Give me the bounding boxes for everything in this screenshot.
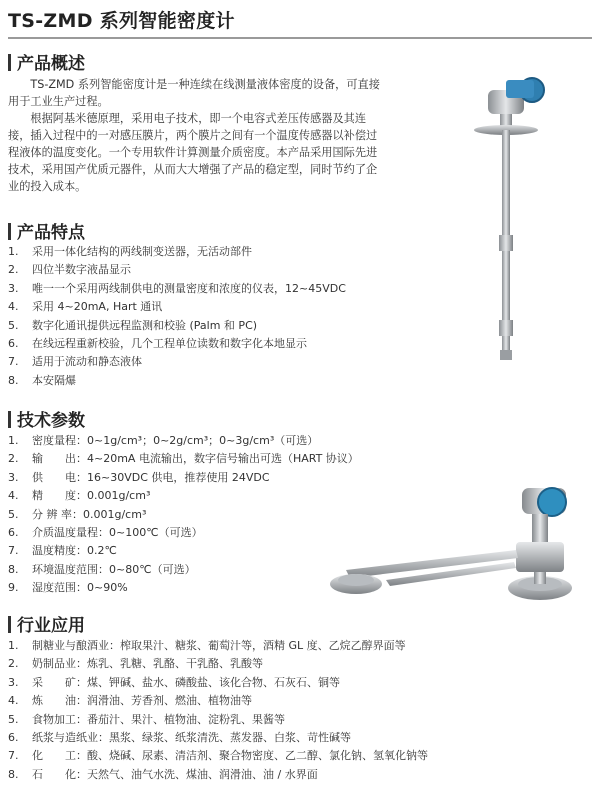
spec-item xyxy=(8,561,359,579)
spec-label: 湿度范围： xyxy=(32,581,87,595)
application-text: 润滑油、芳香剂、燃油、植物油等 xyxy=(87,694,252,708)
item-number: 9. xyxy=(8,581,19,595)
spec-item xyxy=(8,579,359,597)
item-number: 1. xyxy=(8,245,19,258)
heading-bar xyxy=(8,616,11,633)
spec-value: 0~100℃（可选） xyxy=(109,526,203,540)
item-number: 3. xyxy=(8,281,19,295)
item-text: 在线远程重新校验，几个工程单位读数和数字化本地显示 xyxy=(32,337,307,351)
spec-item xyxy=(8,506,359,524)
item-number: 8. xyxy=(8,767,19,781)
spec-item xyxy=(8,432,359,450)
application-label: 制糖业与酿酒业： xyxy=(32,639,120,652)
application-item xyxy=(8,747,428,765)
application-label: 纸浆与造纸业： xyxy=(32,731,109,745)
specs-heading-text: 技术参数 xyxy=(17,411,85,431)
spec-label: 分 辨 率： xyxy=(32,507,83,521)
feature-item xyxy=(8,335,346,353)
heading-bar xyxy=(8,411,11,428)
application-text: 黑浆、绿浆、纸浆清洗、蒸发器、白浆、苛性碱等 xyxy=(109,731,351,745)
feature-item xyxy=(8,353,346,371)
spec-label: 介质温度量程： xyxy=(32,526,109,540)
application-text: 炼乳、乳糖、乳酪、干乳酪、乳酸等 xyxy=(87,657,263,671)
application-label: 炼 油： xyxy=(32,694,87,708)
item-number: 5. xyxy=(8,712,19,726)
spec-value: 0~80℃（可选） xyxy=(109,562,196,576)
title-divider xyxy=(8,37,592,39)
features-heading xyxy=(8,218,85,243)
item-number: 3. xyxy=(8,675,19,689)
application-text: 榨取果汁、糖浆、葡萄汁等，酒精 GL 度、乙烷乙醇界面等 xyxy=(120,639,406,652)
item-number: 7. xyxy=(8,355,19,369)
application-text: 煤、钾碱、盐水、磷酸盐、该化合物、石灰石、铜等 xyxy=(87,675,340,689)
feature-item xyxy=(8,317,346,335)
item-number: 8. xyxy=(8,373,19,387)
spec-label: 温度精度： xyxy=(32,544,87,558)
feature-item xyxy=(8,261,346,279)
spec-value: 0.001g/cm³ xyxy=(87,489,151,503)
item-text: 四位半数字液晶显示 xyxy=(32,263,131,277)
item-number: 7. xyxy=(8,749,19,763)
spec-item xyxy=(8,450,359,468)
specs-list xyxy=(8,432,359,598)
applications-list xyxy=(8,637,428,784)
specs-heading xyxy=(8,406,85,431)
application-item xyxy=(8,692,428,710)
spec-label: 供 电： xyxy=(32,470,87,484)
item-text: 数字化通讯提供远程监测和校验 (Palm 和 PC) xyxy=(32,318,258,332)
application-text: 天然气、油气水洗、煤油、润滑油、油 / 水界面 xyxy=(87,767,318,781)
item-number: 8. xyxy=(8,562,19,576)
application-item xyxy=(8,766,428,784)
item-number: 6. xyxy=(8,731,19,745)
spec-label: 环境温度范围： xyxy=(32,562,109,576)
spec-label: 精 度： xyxy=(32,489,87,503)
spec-value: 16~30VDC 供电，推荐使用 24VDC xyxy=(87,470,270,484)
spec-value: 0.001g/cm³ xyxy=(83,507,147,521)
applications-heading-text: 行业应用 xyxy=(17,616,85,636)
insertion-densitometer-image xyxy=(448,70,598,370)
application-item xyxy=(8,674,428,692)
application-item xyxy=(8,729,428,747)
heading-bar xyxy=(8,223,11,240)
spec-value: 4~20mA 电流输出，数字信号输出可选（HART 协议） xyxy=(87,452,359,466)
item-number: 1. xyxy=(8,434,19,447)
overview-heading-text: 产品概述 xyxy=(17,54,85,74)
feature-item xyxy=(8,280,346,298)
application-label: 奶制品业： xyxy=(32,657,87,671)
item-number: 2. xyxy=(8,452,19,466)
item-number: 2. xyxy=(8,657,19,671)
feature-item xyxy=(8,372,346,390)
feature-item xyxy=(8,243,346,261)
overview-paragraph-1: TS-ZMD 系列智能密度计是一种连续在线测量液体密度的设备，可直接用于工业生产过程。 xyxy=(8,78,380,108)
application-label: 化 工： xyxy=(32,749,87,763)
spec-value: 0.2℃ xyxy=(87,544,117,558)
item-number: 7. xyxy=(8,544,19,558)
application-text: 番茄汁、果汁、植物油、淀粉乳、果酱等 xyxy=(87,712,285,726)
item-number: 3. xyxy=(8,470,19,484)
spec-item xyxy=(8,469,359,487)
item-number: 1. xyxy=(8,639,19,652)
spec-value: 0~90% xyxy=(87,581,128,595)
spec-item xyxy=(8,524,359,542)
application-label: 采 矿： xyxy=(32,675,87,689)
item-text: 采用 4~20mA, Hart 通讯 xyxy=(32,300,163,314)
spec-value: 0~1g/cm³；0~2g/cm³；0~3g/cm³（可选） xyxy=(87,434,319,447)
application-item xyxy=(8,655,428,673)
item-text: 采用一体化结构的两线制变送器，无活动部件 xyxy=(32,245,252,258)
page-title: TS-ZMD 系列智能密度计 xyxy=(8,10,235,32)
spec-item xyxy=(8,487,359,505)
item-number: 6. xyxy=(8,526,19,540)
item-number: 6. xyxy=(8,337,19,351)
application-item xyxy=(8,711,428,729)
spec-label: 密度量程： xyxy=(32,434,87,447)
application-label: 食物加工： xyxy=(32,712,87,726)
spec-label: 输 出： xyxy=(32,452,87,466)
features-list xyxy=(8,243,346,390)
application-text: 酸、烧碱、尿素、清洁剂、聚合物密度、乙二醇、氯化钠、氢氧化钠等 xyxy=(87,749,428,763)
item-number: 4. xyxy=(8,300,19,314)
item-number: 2. xyxy=(8,263,19,277)
item-number: 4. xyxy=(8,694,19,708)
item-number: 4. xyxy=(8,489,19,503)
applications-heading xyxy=(8,611,85,636)
overview-text xyxy=(8,76,388,195)
application-label: 石 化： xyxy=(32,767,87,781)
item-number: 5. xyxy=(8,507,19,521)
overview-heading xyxy=(8,49,85,74)
spec-item xyxy=(8,542,359,560)
item-text: 本安隔爆 xyxy=(32,373,76,387)
item-text: 唯一一个采用两线制供电的测量密度和浓度的仪表，12~45VDC xyxy=(32,281,346,295)
flange-densitometer-image xyxy=(326,480,596,610)
features-heading-text: 产品特点 xyxy=(17,223,85,243)
application-item xyxy=(8,637,428,655)
item-text: 适用于流动和静态液体 xyxy=(32,355,142,369)
feature-item xyxy=(8,298,346,316)
item-number: 5. xyxy=(8,318,19,332)
overview-paragraph-2: 根据阿基米德原理，采用电子技术，即一个电容式差压传感器及其连接，插入过程中的一对感压膜片，两个膜片之间有一个温度传感器以补偿过程液体的温度变化。一个专用软件计算测量介质密度。本产品采用国际先进技术，采用国产优质元器件，从而大大增强了产品的稳定型，同时节约了企业的投入成本。 xyxy=(8,112,378,193)
heading-bar xyxy=(8,54,11,71)
